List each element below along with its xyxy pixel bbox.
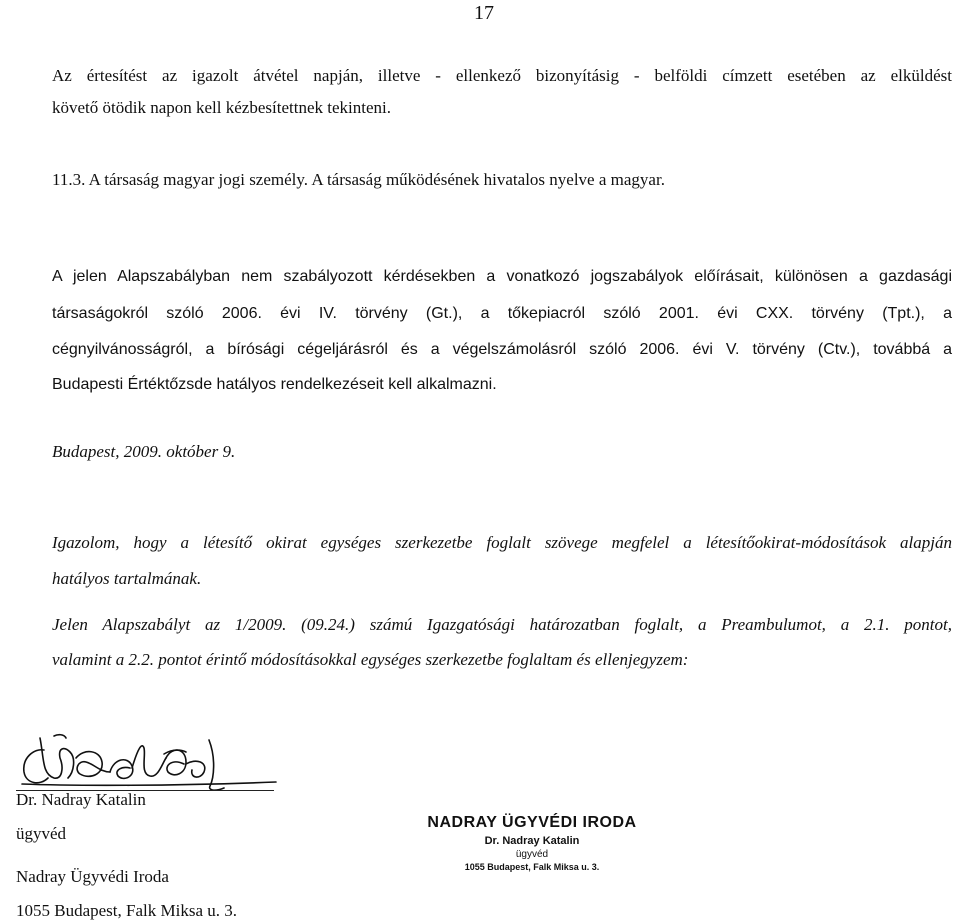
office-stamp: [382, 814, 682, 884]
paragraph-notice-line-1: Az értesítést az igazolt átvétel napján, illetve - ellenkező bizonyításig - belföldi címzett esetében az elküldést: [52, 66, 952, 85]
stamp-line-1: NADRAY ÜGYVÉDI IRODA: [427, 814, 637, 831]
paragraph-countersign: [52, 615, 952, 635]
paragraph-countersign-line-2: valamint a 2.2. pontot érintő módosításokkal egységes szerkezetbe foglaltam és ellenjegyzem:: [52, 650, 689, 669]
date-line: Budapest, 2009. október 9.: [52, 442, 236, 461]
paragraph-law-line-3-wrap: [52, 341, 952, 359]
paragraph-language: 11.3. A társaság magyar jogi személy. A társaság működésének hivatalos nyelve a magyar.: [52, 170, 665, 189]
stamp-line-3: ügyvéd: [515, 849, 549, 860]
signatory-name: Dr. Nadray Katalin: [16, 790, 146, 809]
paragraph-law-line-4: Budapesti Értéktőzsde hatályos rendelkezéseit kell alkalmazni.: [52, 376, 497, 393]
paragraph-law-line-1: A jelen Alapszabályban nem szabályozott kérdésekben a vonatkozó jogszabályok előírásait, különösen a gazdasági: [52, 268, 952, 285]
signatory-address: 1055 Budapest, Falk Miksa u. 3.: [16, 901, 237, 920]
page-number: 17: [474, 2, 494, 24]
paragraph-certification-line-1: Igazolom, hogy a létesítő okirat egységes szerkezetbe foglalt szövege megfelel a létesítőokirat-módosítások alapján: [52, 533, 952, 552]
paragraph-notice: [52, 66, 952, 86]
paragraph-certification-line-2: hatályos tartalmának.: [52, 569, 202, 588]
paragraph-countersign-line-1: Jelen Alapszabályt az 1/2009. (09.24.) számú Igazgatósági határozatban foglalt, a Preambulumot, a 2.1. pontot,: [52, 615, 952, 634]
stamp-line-2: Dr. Nadray Katalin: [484, 835, 580, 847]
paragraph-law-line-2-wrap: [52, 305, 952, 323]
paragraph-notice-line-2: követő ötödik napon kell kézbesítettnek tekinteni.: [52, 98, 391, 117]
paragraph-applicable-law: [52, 268, 952, 286]
paragraph-law-line-2: társaságokról szóló 2006. évi IV. törvény (Gt.), a tőkepiacról szóló 2001. évi CXX. törvény (Tpt.), a: [52, 305, 952, 322]
signatory-firm: Nadray Ügyvédi Iroda: [16, 867, 169, 886]
stamp-line-4: 1055 Budapest, Falk Miksa u. 3.: [464, 862, 600, 872]
paragraph-certification: [52, 533, 952, 553]
signatory-title: ügyvéd: [16, 824, 67, 843]
paragraph-law-line-3: cégnyilvánosságról, a bírósági cégeljárásról és a végelszámolásról szóló 2006. évi V. törvény (Ctv.), továbbá a: [52, 341, 952, 358]
